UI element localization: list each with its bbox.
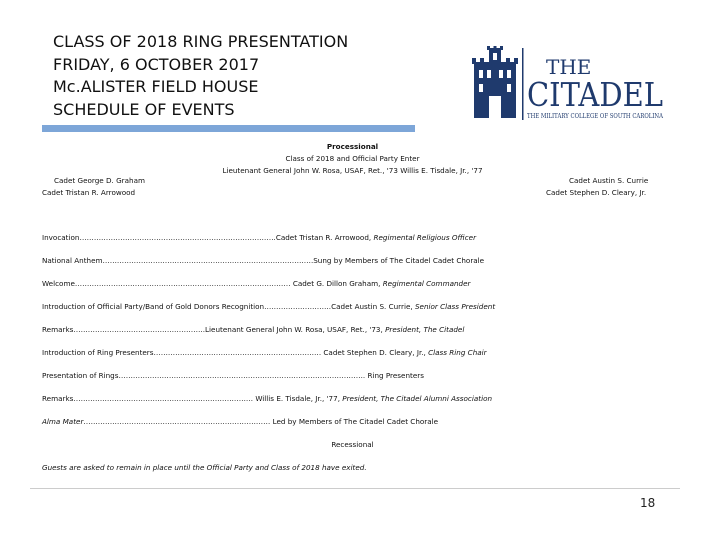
event-who: Cadet Tristan R. Arrowood, (275, 233, 374, 242)
event-role: Regimental Commander (382, 279, 471, 288)
event-who: Sung by Members of The Citadel Cadet Chorale (313, 256, 485, 265)
event-leader: …………………………………………………………………………………………. (118, 371, 368, 380)
event-role: President, The Citadel (385, 325, 465, 334)
event-row-welcome (42, 279, 470, 288)
event-row-ring-presenters (42, 348, 487, 357)
event-label: National Anthem (42, 256, 103, 265)
event-leader: ……………………………………………………………. (153, 348, 324, 357)
event-who: Willis E. Tisdale, Jr., '77, (255, 394, 343, 403)
event-leader: ……………………………………………………………………………. (102, 256, 314, 265)
processional-right2: Cadet Stephen D. Cleary, Jr. (546, 188, 647, 197)
event-row-remarks-president (42, 325, 464, 334)
processional-right1: Cadet Austin S. Currie (569, 176, 649, 185)
event-leader: ………………………………………………………………… (73, 394, 256, 403)
header-venue: Mc.ALISTER FIELD HOUSE (53, 77, 259, 96)
processional-line2: Lieutenant General John W. Rosa, USAF, Ret., '73 Willis E. Tisdale, Jr., '77 (222, 166, 483, 175)
event-label: Remarks (42, 325, 74, 334)
event-leader: ……………………………………………………………………………… (74, 279, 293, 288)
event-who: Cadet G. Dillon Graham, (292, 279, 383, 288)
event-row-introduction (42, 302, 495, 311)
header-date: FRIDAY, 6 OCTOBER 2017 (53, 54, 260, 74)
event-leader: ………………………………………………………………………. (79, 233, 276, 242)
header-subtitle: SCHEDULE OF EVENTS (53, 99, 235, 119)
event-label: Remarks (42, 394, 74, 403)
header-title: CLASS OF 2018 RING PRESENTATION (53, 32, 349, 51)
event-role: Class Ring Chair (428, 348, 487, 357)
processional-left2: Cadet Tristan R. Arrowood (42, 188, 136, 197)
event-who: Ring Presenters (367, 371, 424, 380)
event-role: Regimental Religious Officer (373, 233, 477, 242)
event-row-remarks-alumni (42, 394, 492, 403)
event-who: Led by Members of The Citadel Cadet Chorale (272, 417, 439, 426)
event-row-anthem (42, 256, 484, 265)
event-who: Lieutenant General John W. Rosa, USAF, Ret., '73, (205, 325, 386, 334)
logo-tagline: THE MILITARY COLLEGE OF SOUTH CAROLINA (527, 113, 664, 120)
event-role: President, The Citadel Alumni Association (342, 394, 493, 403)
event-leader: ………………………………………………. (73, 325, 206, 334)
processional-title: Processional (326, 142, 379, 151)
processional-line1: Class of 2018 and Official Party Enter (285, 154, 420, 163)
citadel-logo (470, 44, 666, 124)
event-label: Welcome (42, 279, 75, 288)
event-who: Cadet Stephen D. Cleary, Jr., (323, 348, 429, 357)
event-label: Presentation of Rings (42, 371, 119, 380)
event-row-alma-mater (42, 417, 438, 426)
processional-left1: Cadet George D. Graham (54, 176, 145, 185)
event-label: Introduction of Official Party/Band of Gold Donors Recognition (42, 302, 265, 311)
event-who: Cadet Austin S. Currie, (331, 302, 415, 311)
event-label: Invocation (42, 233, 80, 242)
page-number: 18 (640, 496, 656, 510)
schedule-header (53, 31, 348, 121)
guests-note: Guests are asked to remain in place until the Official Party and Class of 2018 have exited. (42, 463, 367, 472)
accent-bar (42, 125, 415, 132)
event-row-invocation (42, 233, 476, 242)
logo-word-the: THE (546, 55, 592, 79)
event-label: Introduction of Ring Presenters (42, 348, 154, 357)
event-leader: …………………………………………………………………… (83, 417, 273, 426)
event-row-presentation (42, 371, 424, 380)
event-leader: ………………………. (264, 302, 332, 311)
event-role: Senior Class President (414, 302, 496, 311)
event-label: Alma Mater (42, 417, 84, 426)
recessional: Recessional (331, 440, 374, 449)
logo-word-citadel: CITADEL (527, 75, 664, 114)
footer-rule (30, 488, 680, 529)
